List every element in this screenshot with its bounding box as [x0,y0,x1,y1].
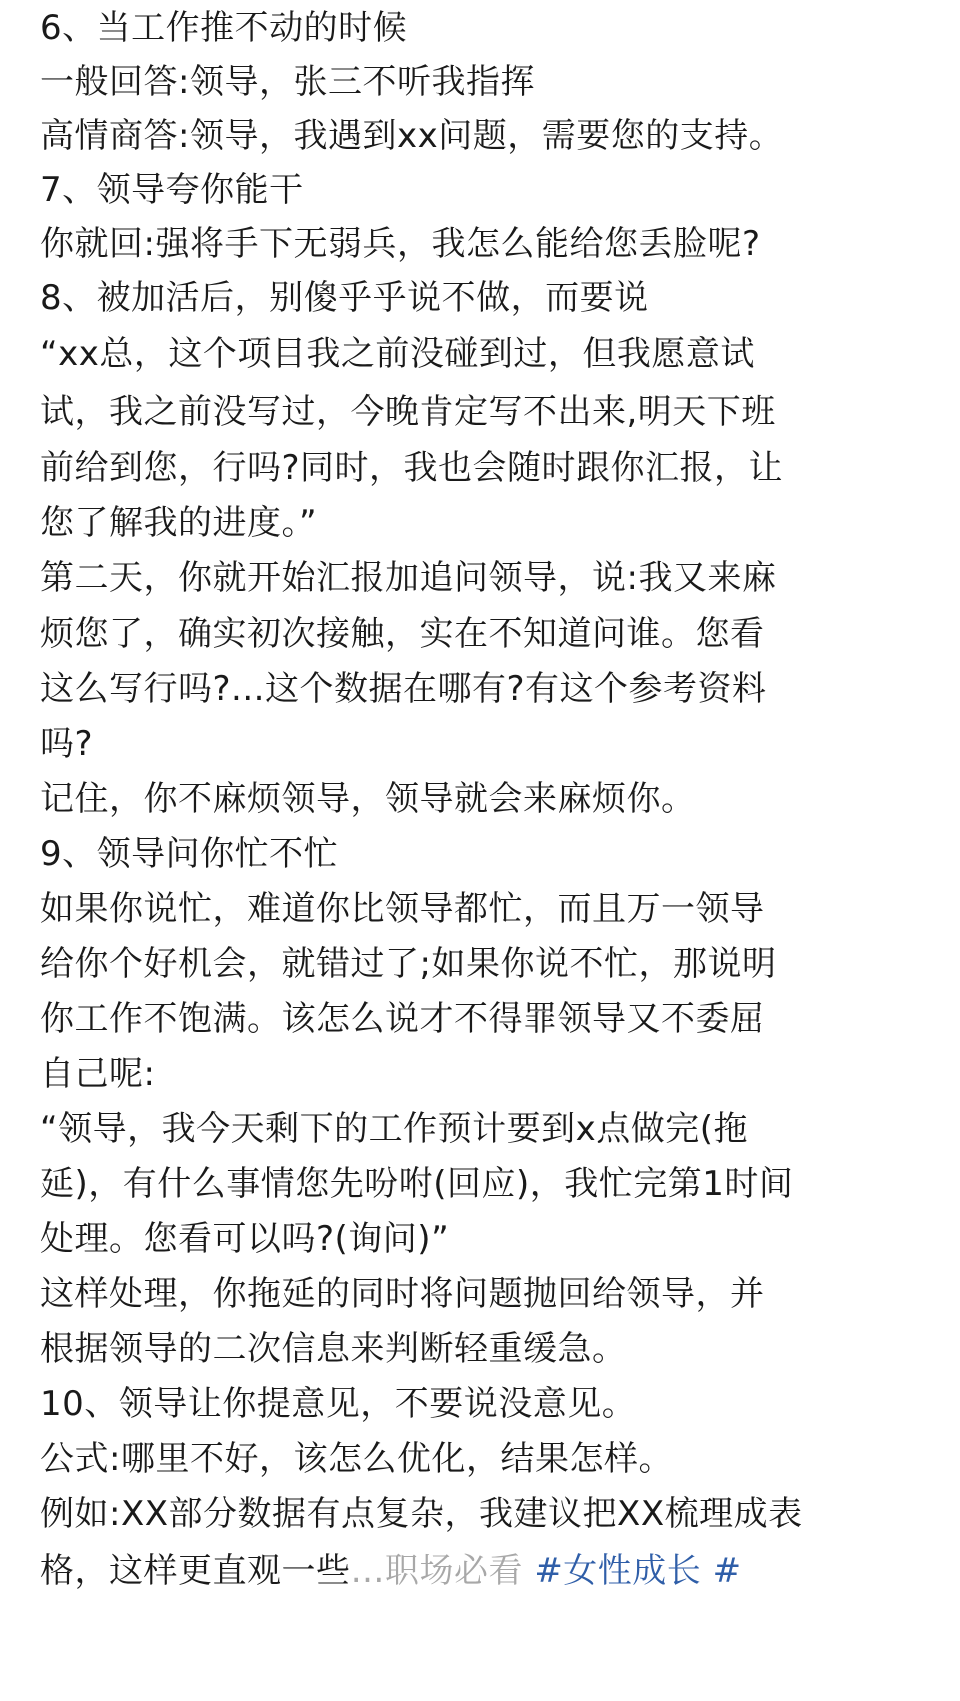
text-line: 前给到您，行吗?同时，我也会随时跟你汇报，让 [40,448,784,488]
text-line: 处理。您看可以吗?(询问)” [40,1219,450,1259]
last-line-text: 格，这样更直观一些 [40,1551,351,1591]
text-line: 给你个好机会，就错过了;如果你说不忙，那说明 [40,944,777,984]
last-text-line [40,1551,742,1591]
text-line: 这样处理，你拖延的同时将问题抛回给领导，并 [40,1274,765,1314]
text-line: 一般回答:领导，张三不听我指挥 [40,62,535,102]
text-line: 高情商答:领导，我遇到xx问题，需要您的支持。 [40,116,784,156]
text-line: 例如:XX部分数据有点复杂，我建议把XX梳理成表 [40,1494,803,1534]
text-line: 烦您了，确实初次接触，实在不知道问谁。您看 [40,614,765,654]
text-line: 根据领导的二次信息来判断轻重缓急。 [40,1329,627,1369]
text-line: 6、当工作推不动的时候 [40,8,408,48]
text-line: “领导，我今天剩下的工作预计要到x点做完(拖 [40,1109,748,1149]
watermark-text: …职场必看 [350,1551,523,1591]
text-line: 8、被加活后，别傻乎乎说不做，而要说 [40,278,649,318]
hashtag-link[interactable]: #女性成长 # [534,1551,742,1591]
text-line: 试，我之前没写过，今晚肯定写不出来,明天下班 [40,392,776,432]
text-line: 7、领导夸你能干 [40,170,304,210]
text-line: 自己呢: [40,1054,156,1094]
text-line: 公式:哪里不好，该怎么优化，结果怎样。 [40,1439,673,1479]
text-line: 9、领导问你忙不忙 [40,834,339,874]
text-line: 你就回:强将手下无弱兵，我怎么能给您丢脸呢? [40,224,761,264]
text-line: 延)，有什么事情您先吩咐(回应)，我忙完第1时间 [40,1164,794,1204]
text-line: 记住，你不麻烦领导，领导就会来麻烦你。 [40,779,696,819]
text-line: 这么写行吗?...这个数据在哪有?有这个参考资料 [40,669,767,709]
text-line: 如果你说忙，难道你比领导都忙，而且万一领导 [40,889,765,929]
text-line: 吗? [40,724,94,764]
text-line: “xx总，这个项目我之前没碰到过，但我愿意试 [40,334,755,374]
text-line: 10、领导让你提意见，不要说没意见。 [40,1384,637,1424]
text-line: 你工作不饱满。该怎么说才不得罪领导又不委屈 [40,999,765,1039]
text-line: 第二天，你就开始汇报加追问领导，说:我又来麻 [40,558,777,598]
text-line: 您了解我的进度。” [40,503,318,543]
